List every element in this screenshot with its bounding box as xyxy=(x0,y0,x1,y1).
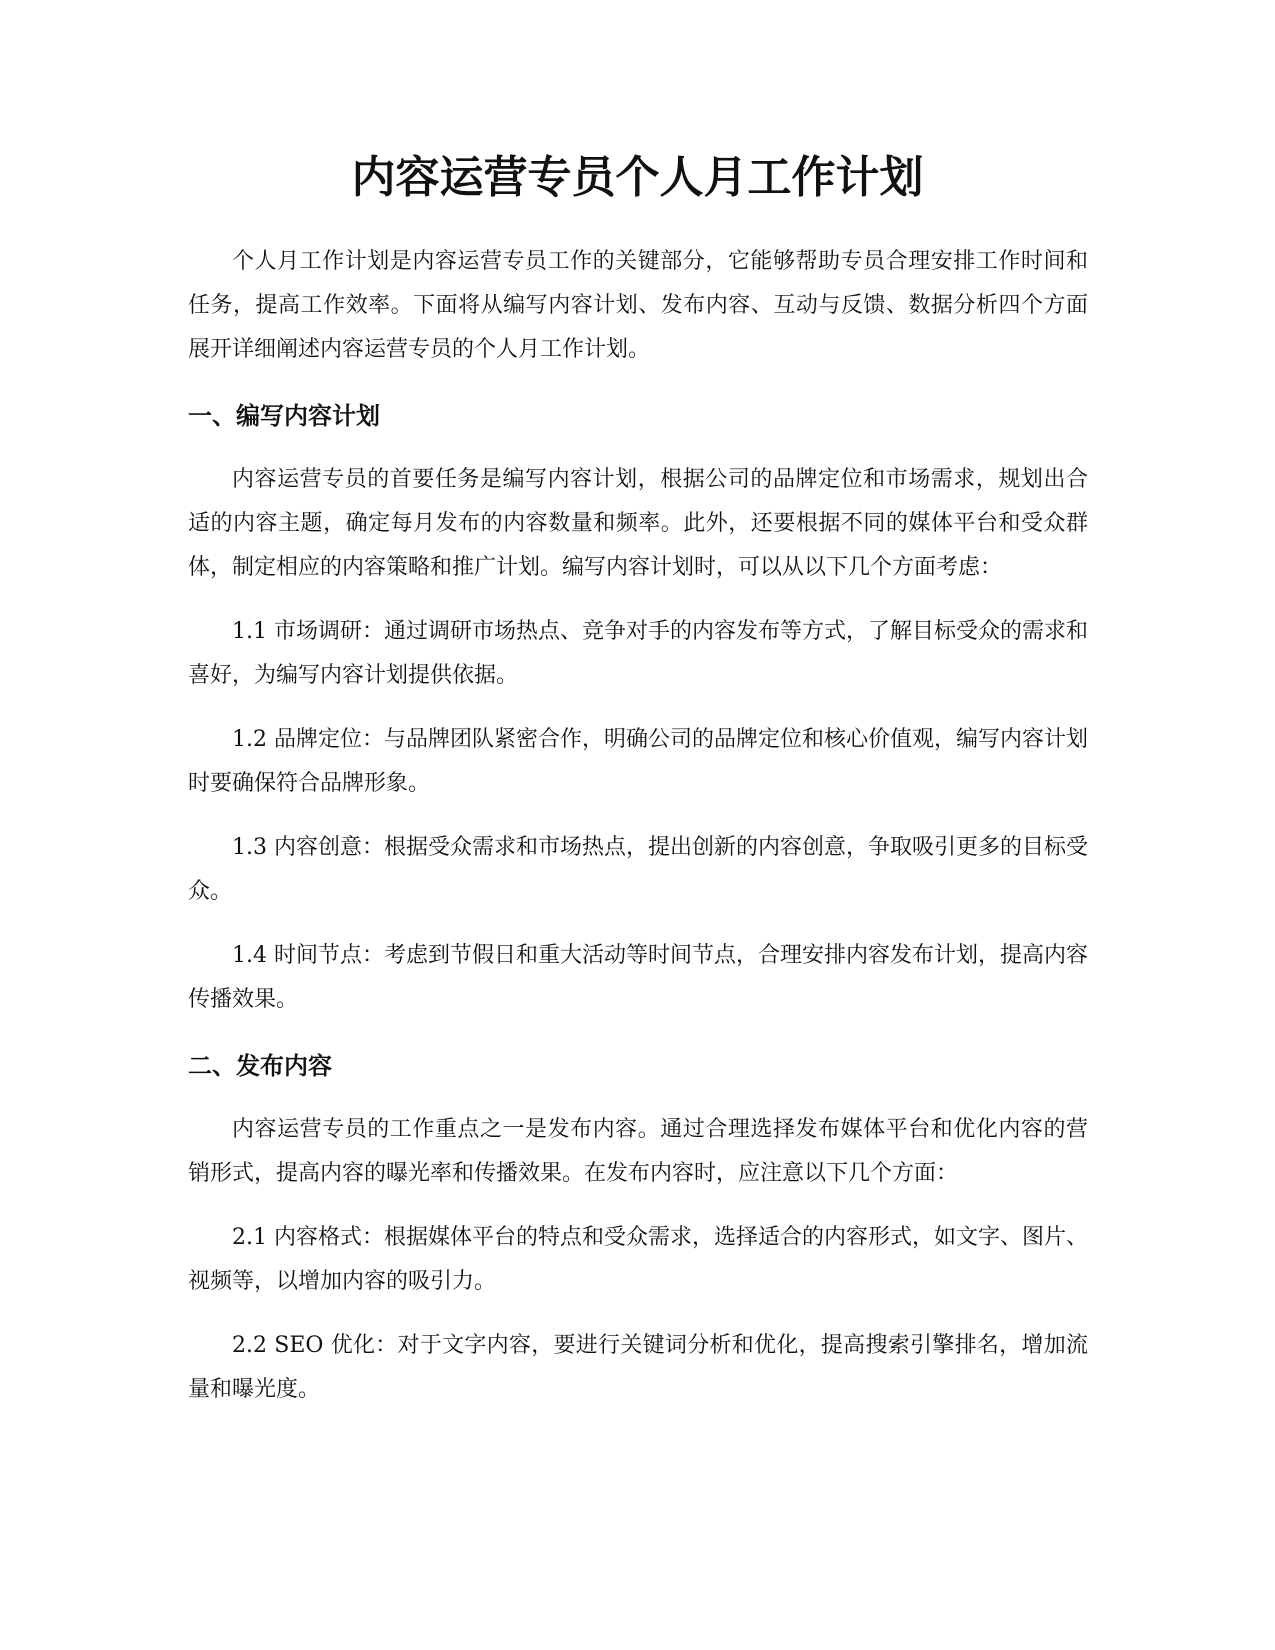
intro-paragraph: 个人月工作计划是内容运营专员工作的关键部分，它能够帮助专员合理安排工作时间和任务，提高工作效率。下面将从编写内容计划、发布内容、互动与反馈、数据分析四个方面展开详细阐述内容运营专员的个人月工作计划。 xyxy=(188,249,1088,362)
section-1-item-2: 1.2 品牌定位：与品牌团队紧密合作，明确公司的品牌定位和核心价值观，编写内容计划时要确保符合品牌形象。 xyxy=(188,727,1088,796)
section-1-item-3: 1.3 内容创意：根据受众需求和市场热点，提出创新的内容创意，争取吸引更多的目标受众。 xyxy=(188,835,1088,904)
section-heading-1: 一、编写内容计划 xyxy=(188,402,380,430)
page-title: 内容运营专员个人月工作计划 xyxy=(351,152,924,203)
section-1-item-4: 1.4 时间节点：考虑到节假日和重大活动等时间节点，合理安排内容发布计划，提高内容传播效果。 xyxy=(188,943,1088,1012)
section-2-item-2: 2.2 SEO 优化：对于文字内容，要进行关键词分析和优化，提高搜索引擎排名，增加流量和曝光度。 xyxy=(188,1333,1088,1402)
section-heading-2: 二、发布内容 xyxy=(188,1052,332,1080)
section-2-item-1: 2.1 内容格式：根据媒体平台的特点和受众需求，选择适合的内容形式，如文字、图片、视频等，以增加内容的吸引力。 xyxy=(188,1225,1088,1294)
document-body xyxy=(188,240,1088,1412)
section-1-item-1: 1.1 市场调研：通过调研市场热点、竞争对手的内容发布等方式，了解目标受众的需求和喜好，为编写内容计划提供依据。 xyxy=(188,619,1088,688)
section-1-paragraph: 内容运营专员的首要任务是编写内容计划，根据公司的品牌定位和市场需求，规划出合适的内容主题，确定每月发布的内容数量和频率。此外，还要根据不同的媒体平台和受众群体，制定相应的内容策略和推广计划。编写内容计划时，可以从以下几个方面考虑： xyxy=(188,467,1088,580)
section-2-paragraph: 内容运营专员的工作重点之一是发布内容。通过合理选择发布媒体平台和优化内容的营销形式，提高内容的曝光率和传播效果。在发布内容时，应注意以下几个方面： xyxy=(188,1117,1088,1186)
